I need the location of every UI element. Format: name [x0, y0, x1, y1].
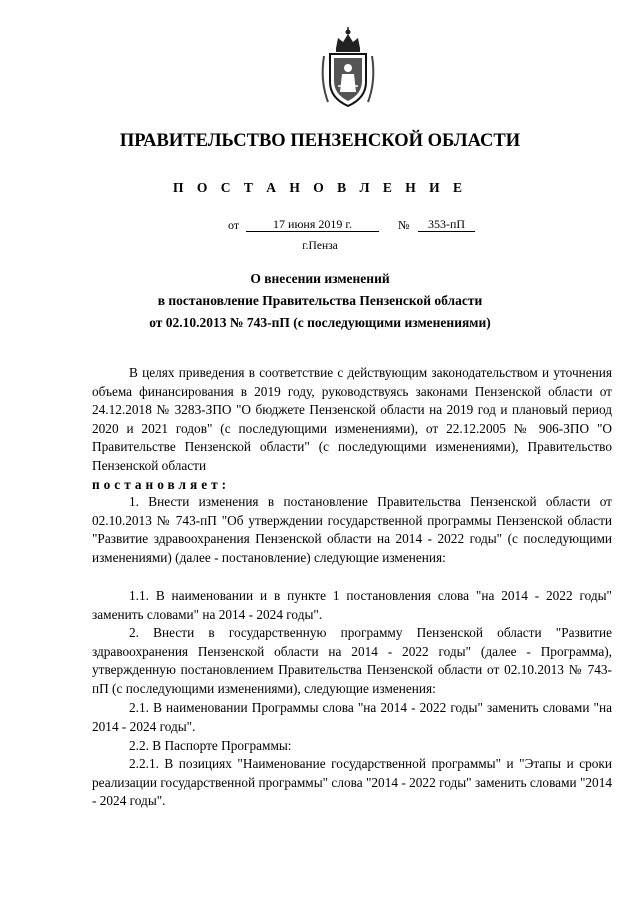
paragraph-2-1: 2.1. В наименовании Программы слова "на 2014 - 2022 годы" заменить словами "на 2014 - 2024 годы".	[92, 700, 612, 734]
heading-line-1: О внесении изменений	[250, 271, 390, 286]
document-type: П О С Т А Н О В Л Е Н И Е	[172, 180, 468, 195]
paragraph-2: 2. Внести в государственную программу Пензенской области "Развитие здравоохранения Пензенской области на 2014 - 2022 годы" (далее - Программа), утвержденную постановлением Правительства Пензенской области от 02.10.2013 № 743-пП (с последующими изменениями), следующие изменения:	[92, 625, 612, 696]
paragraph-2-2-1: 2.2.1. В позициях "Наименование государственной программы" и "Этапы и сроки реализации государственной программы" слова "2014 - 2022 годы" заменить словами "2014 - 2024 годы".	[92, 756, 612, 809]
date-label: от	[228, 218, 240, 232]
document-heading	[0, 268, 640, 334]
heading-line-3: от 02.10.2013 № 743-пП (с последующими изменениями)	[149, 315, 491, 330]
number-label: №	[398, 218, 410, 232]
heading-line-2: в постановление Правительства Пензенской области	[157, 293, 483, 308]
resolves-word: постановляет:	[92, 476, 231, 492]
organization-title: ПРАВИТЕЛЬСТВО ПЕНЗЕНСКОЙ ОБЛАСТИ	[119, 131, 521, 151]
intro-text: В целях приведения в соответствие с действующим законодательством и уточнения объема финансирования в 2019 году, руководствуясь законами Пензенской области от 24.12.2018 № 3283-ЗПО "О бюджете Пензенской области на 2019 год и плановый период 2020 и 2021 годов" (с последующими изменениями), от 22.12.2005 № 906-ЗПО "О Правительстве Пензенской области" (с последующими изменениями), Правительство Пензенской области	[92, 365, 612, 473]
date-value: 17 июня 2019 г.	[246, 217, 379, 232]
intro-paragraph	[92, 364, 612, 494]
number-value: 353-пП	[418, 217, 475, 232]
penza-coat-of-arms-icon	[318, 26, 378, 110]
city: г.Пенза	[302, 240, 338, 252]
paragraph-1-1: 1.1. В наименовании и в пункте 1 постановления слова "на 2014 - 2022 годы" заменить словами" на 2014 - 2024 годы".	[92, 588, 612, 622]
paragraph-1: 1. Внести изменения в постановление Правительства Пензенской области от 02.10.2013 № 743-пП "Об утверждении государственной программы Пензенской области "Развитие здравоохранения Пензенской области на 2014 - 2022 годы" (с последующими изменениями) (далее - постановление) следующие изменения:	[92, 494, 612, 565]
paragraph-2-2: 2.2. В Паспорте Программы:	[129, 738, 292, 753]
